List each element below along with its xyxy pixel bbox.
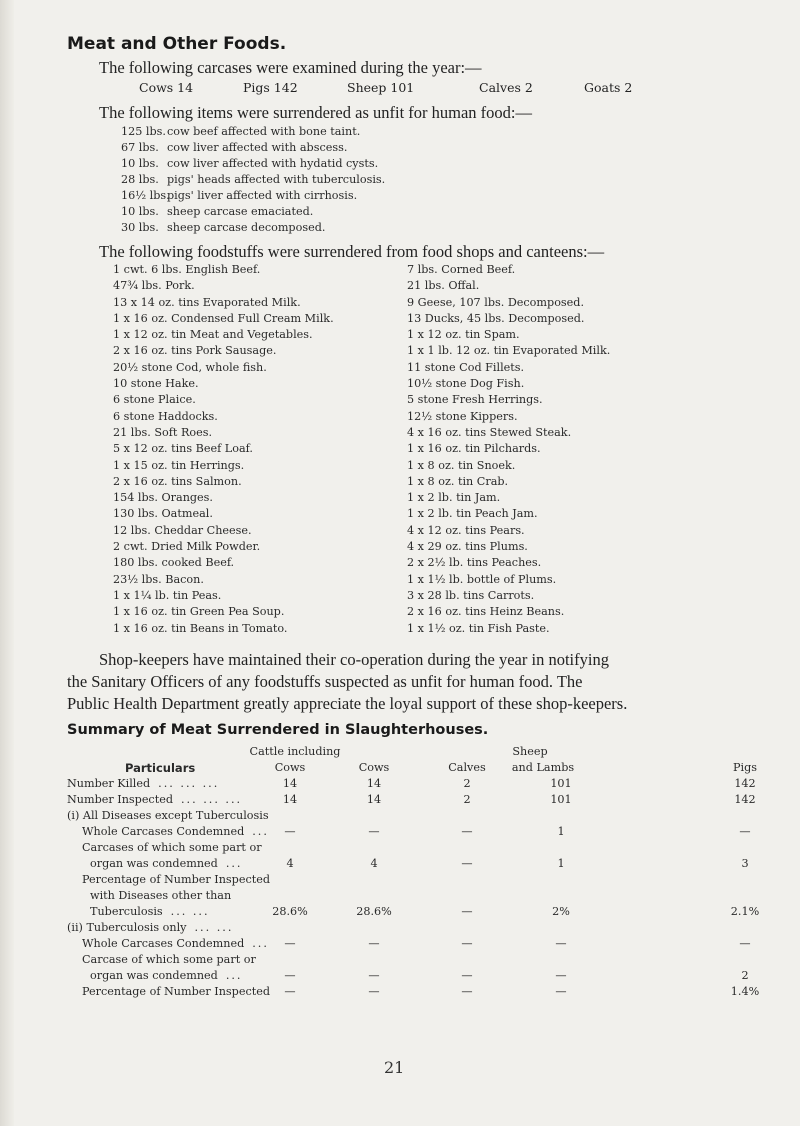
col-header-cows: Cows — [358, 761, 390, 774]
row-label: organ was condemned — [90, 969, 218, 982]
row-label: (i) All Diseases except Tuberculosis — [67, 809, 269, 822]
col-header-sheep-top: Sheep — [512, 745, 548, 758]
closing-line: Shop-keepers have maintained their co-operation during the year in notifying — [99, 650, 609, 669]
table-cell: 2 — [741, 969, 749, 982]
item-qty: 10 lbs. — [121, 205, 159, 218]
list-item: 20½ stone Cod, whole fish. — [113, 360, 267, 374]
list-item: 13 Ducks, 45 lbs. Decomposed. — [407, 311, 585, 325]
table-cell: 101 — [550, 793, 572, 806]
col-header-particulars: Particulars — [125, 761, 196, 775]
table-cell: 1.4% — [730, 985, 760, 998]
row-leader-dots: ... ... ... — [158, 777, 220, 790]
section-heading: Meat and Other Foods. — [67, 34, 287, 54]
count-item: Goats 2 — [584, 80, 633, 95]
col-header-calves: Calves — [448, 761, 486, 774]
table-cell: 1 — [557, 857, 565, 870]
list-item: 1 x 8 oz. tin Crab. — [407, 474, 509, 488]
table-cell: — — [368, 825, 380, 838]
intro-foodstuffs: The following foodstuffs were surrendered from food shops and canteens:— — [99, 242, 605, 261]
list-item: 12½ stone Kippers. — [407, 409, 518, 423]
list-item: 1 x 2 lb. tin Peach Jam. — [407, 507, 538, 521]
list-item: 1 x 1¼ lb. tin Peas. — [113, 588, 222, 602]
list-item: 5 x 12 oz. tins Beef Loaf. — [113, 442, 253, 456]
row-label: with Diseases other than — [90, 889, 232, 902]
intro-items: The following items were surrendered as unfit for human food:— — [99, 103, 533, 122]
row-label: Whole Carcases Condemned — [82, 937, 245, 950]
closing-line: Public Health Department greatly appreciate the loyal support of these shop-keepers. — [67, 694, 628, 713]
table-cell: — — [461, 937, 473, 950]
list-item: 2 x 16 oz. tins Heinz Beans. — [407, 605, 565, 619]
table-cell: — — [461, 969, 473, 982]
table-cell: — — [284, 985, 296, 998]
table-cell: 2 — [463, 793, 471, 806]
table-cell: — — [461, 985, 473, 998]
list-item: 4 x 12 oz. tins Pears. — [407, 523, 525, 537]
list-item: 9 Geese, 107 lbs. Decomposed. — [407, 295, 585, 309]
table-cell: 4 — [286, 857, 294, 870]
foodstuffs-right-column — [407, 262, 610, 637]
list-item: 7 lbs. Corned Beef. — [407, 263, 516, 276]
list-item: 154 lbs. Oranges. — [113, 491, 213, 505]
table-cell: — — [739, 825, 751, 838]
row-leader-dots: ... ... ... — [180, 793, 243, 806]
col-header-pigs: Pigs — [732, 761, 757, 774]
list-item: 2 x 2½ lb. tins Peaches. — [407, 556, 542, 570]
list-item: 5 stone Fresh Herrings. — [407, 393, 543, 407]
table-cell: — — [368, 937, 380, 950]
table-cell: 28.6% — [272, 905, 308, 918]
list-item: 1 x 16 oz. Condensed Full Cream Milk. — [113, 311, 334, 325]
table-cell: 3 — [741, 857, 749, 870]
list-item: 13 x 14 oz. tins Evaporated Milk. — [113, 295, 301, 309]
list-item: 1 x 16 oz. tin Pilchards. — [407, 442, 541, 456]
item-desc: pigs' liver affected with cirrhosis. — [167, 189, 358, 202]
list-item: 1 x 2 lb. tin Jam. — [407, 491, 501, 505]
row-leader-dots: ... — [225, 857, 243, 870]
list-item: 1 x 1½ lb. bottle of Plums. — [407, 572, 557, 586]
list-item: 21 lbs. Offal. — [407, 279, 480, 293]
table-cell: — — [555, 969, 567, 982]
item-qty: 16½ lbs. — [121, 189, 170, 202]
count-item: Calves 2 — [479, 80, 533, 95]
list-item: 1 x 16 oz. tin Green Pea Soup. — [113, 605, 285, 619]
col-header-sheep: and Lambs — [511, 761, 575, 774]
page-number: 21 — [384, 1058, 405, 1077]
item-qty: 10 lbs. — [121, 157, 159, 170]
col-header-cattle-top: Cattle including — [249, 745, 341, 758]
row-label: Percentage of Number Inspected — [82, 985, 271, 998]
row-label: organ was condemned — [90, 857, 218, 870]
foodstuffs-left-column — [113, 262, 334, 637]
row-leader-dots: ... — [252, 825, 269, 838]
table-cell: 14 — [366, 777, 382, 790]
binding-edge — [0, 0, 14, 1126]
table-cell: 14 — [282, 793, 298, 806]
table-cell: — — [368, 985, 380, 998]
table-cell: — — [555, 937, 567, 950]
count-item: Sheep 101 — [347, 80, 415, 95]
item-desc: sheep carcase decomposed. — [167, 221, 326, 234]
table-cell: — — [461, 825, 473, 838]
table-cell: — — [739, 937, 751, 950]
table-cell: 2.1% — [730, 905, 760, 918]
intro-carcases: The following carcases were examined during the year:— — [99, 58, 482, 77]
list-item: 1 x 15 oz. tin Herrings. — [113, 458, 245, 472]
table-cell: 14 — [282, 777, 298, 790]
item-qty: 67 lbs. — [121, 141, 159, 154]
list-item: 180 lbs. cooked Beef. — [113, 556, 235, 570]
row-label: Carcases of which some part or — [82, 841, 262, 854]
table-cell: 14 — [366, 793, 382, 806]
table-cell: — — [555, 985, 567, 998]
list-item: 1 x 12 oz. tin Spam. — [407, 328, 520, 342]
row-label: Carcase of which some part or — [82, 953, 256, 966]
list-item: 4 x 29 oz. tins Plums. — [407, 540, 528, 554]
list-item: 1 cwt. 6 lbs. English Beef. — [113, 263, 261, 276]
count-item: Cows 14 — [139, 80, 194, 95]
table-cell: 142 — [734, 793, 756, 806]
list-item: 1 x 12 oz. tin Meat and Vegetables. — [113, 328, 313, 342]
table-cell: — — [461, 857, 473, 870]
row-label: Whole Carcases Condemned — [82, 825, 245, 838]
list-item: 11 stone Cod Fillets. — [407, 360, 525, 374]
list-item: 1 x 16 oz. tin Beans in Tomato. — [113, 621, 288, 635]
table-cell: 28.6% — [356, 905, 392, 918]
list-item: 3 x 28 lb. tins Carrots. — [407, 588, 535, 602]
row-leader-dots: ... — [252, 937, 269, 950]
list-item: 2 cwt. Dried Milk Powder. — [113, 540, 261, 554]
list-item: 2 x 16 oz. tins Salmon. — [113, 474, 242, 488]
list-item: 130 lbs. Oatmeal. — [113, 507, 213, 521]
list-item: 21 lbs. Soft Roes. — [113, 425, 213, 439]
table-cell: 142 — [734, 777, 756, 790]
list-item: 23½ lbs. Bacon. — [113, 572, 204, 586]
list-item: 47¾ lbs. Pork. — [113, 279, 195, 293]
table-cell: — — [284, 825, 296, 838]
row-label: Number Inspected — [67, 793, 173, 806]
list-item: 6 stone Plaice. — [113, 393, 196, 407]
list-item: 1 x 8 oz. tin Snoek. — [407, 458, 516, 472]
row-label: Percentage of Number Inspected — [82, 873, 271, 886]
item-desc: cow beef affected with bone taint. — [167, 125, 361, 138]
row-label: (ii) Tuberculosis only — [67, 921, 187, 934]
list-item: 4 x 16 oz. tins Stewed Steak. — [407, 425, 572, 439]
item-desc: pigs' heads affected with tuberculosis. — [167, 173, 386, 186]
item-qty: 125 lbs. — [121, 125, 166, 138]
table-cell: — — [284, 937, 296, 950]
list-item: 12 lbs. Cheddar Cheese. — [113, 523, 252, 537]
table-cell: 101 — [550, 777, 572, 790]
item-desc: cow liver affected with hydatid cysts. — [167, 157, 379, 170]
item-desc: sheep carcase emaciated. — [167, 205, 314, 218]
table-cell: — — [284, 969, 296, 982]
col-header-cattle: Cows — [274, 761, 306, 774]
table-cell: — — [461, 905, 473, 918]
row-leader-dots: ... ... — [194, 921, 234, 934]
row-leader-dots: ... ... — [170, 905, 210, 918]
list-item: 1 x 1½ oz. tin Fish Paste. — [407, 621, 550, 635]
table-cell: 2 — [463, 777, 471, 790]
table-cell: 4 — [370, 857, 378, 870]
table-cell: 1 — [557, 825, 565, 838]
list-item: 6 stone Haddocks. — [113, 409, 218, 423]
item-qty: 28 lbs. — [121, 173, 159, 186]
row-label: Number Killed — [67, 777, 151, 790]
row-label: Tuberculosis — [90, 905, 163, 918]
count-item: Pigs 142 — [243, 80, 298, 95]
table-cell: — — [368, 969, 380, 982]
list-item: 1 x 1 lb. 12 oz. tin Evaporated Milk. — [407, 344, 611, 358]
item-desc: cow liver affected with abscess. — [167, 141, 348, 154]
row-leader-dots: ... — [225, 969, 243, 982]
table-cell: 2% — [552, 905, 570, 918]
item-qty: 30 lbs. — [121, 221, 159, 234]
list-item: 2 x 16 oz. tins Pork Sausage. — [113, 344, 277, 358]
list-item: 10 stone Hake. — [113, 377, 199, 391]
list-item: 10½ stone Dog Fish. — [407, 377, 525, 391]
summary-heading: Summary of Meat Surrendered in Slaughterhouses. — [67, 722, 489, 738]
closing-line: the Sanitary Officers of any foodstuffs suspected as unfit for human food. The — [67, 672, 583, 691]
